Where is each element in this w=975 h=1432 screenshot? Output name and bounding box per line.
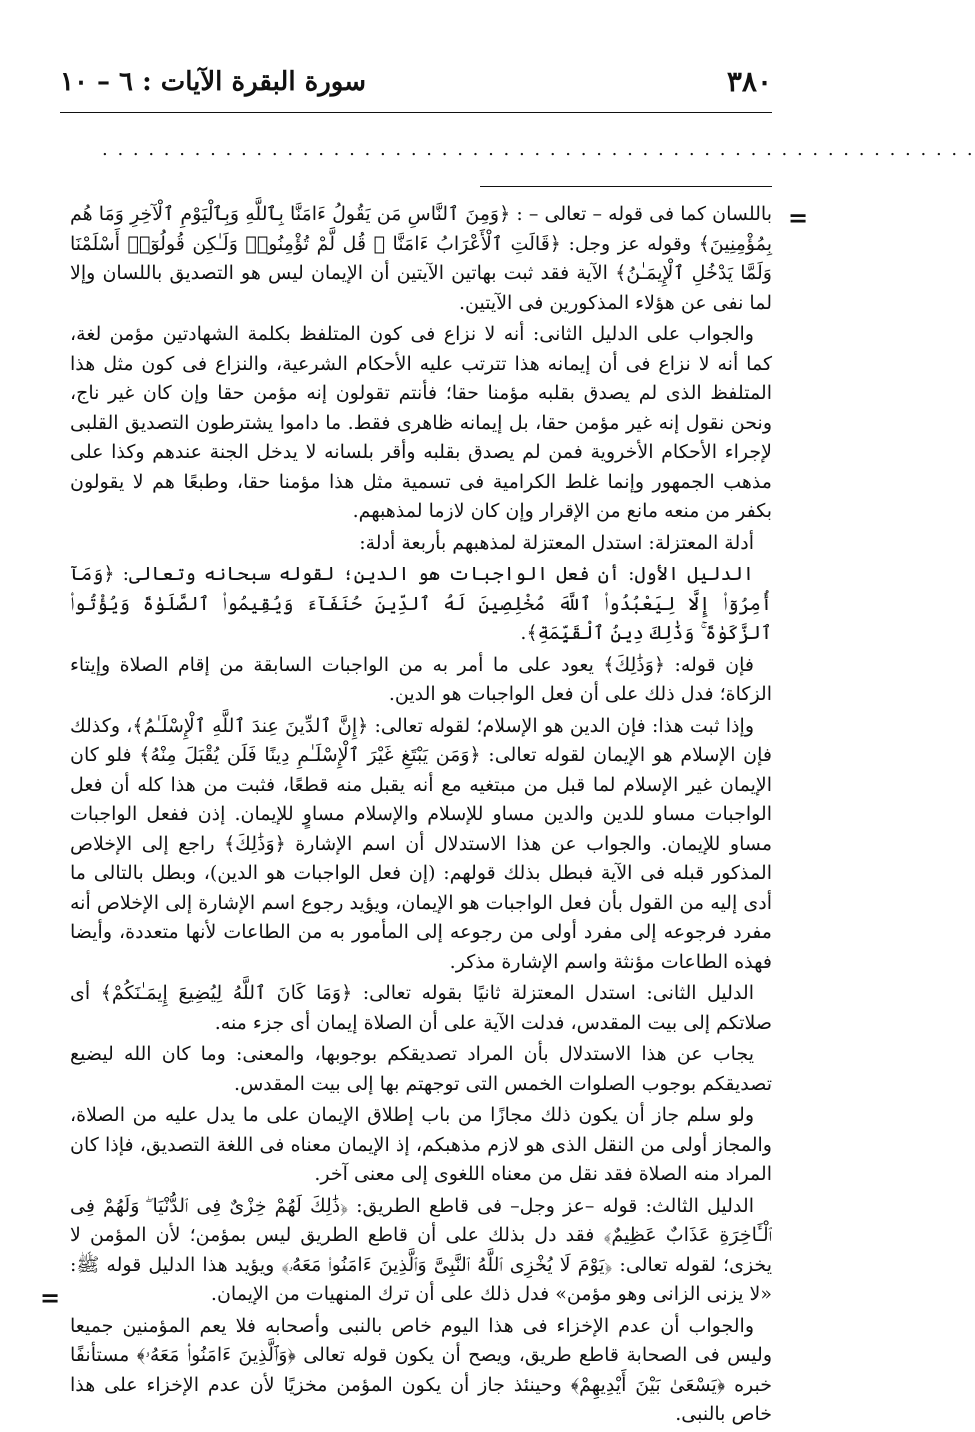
paragraph: ولو سلم جاز أن يكون ذلك مجازًا من باب إطلاق الإيمان على ما يدل عليه من الصلاة، والمجاز أولى من النقل الذى هو لازم مذهبكم، إذ الإيمان معناه فى اللغة التصديق، فإذا كان المراد منه الصلاة فقد نقل من معناه اللغوى إلى معنى آخر. [70, 1104, 772, 1185]
paragraph: والجواب أن عدم الإخزاء فى هذا اليوم خاص بالنبى وأصحابه فلا يعم المؤمنين جميعا وليس فى الصحابة قاطع طريق، ويصح أن يكون قوله تعالى ﴿وَٱلَّذِينَ ءَامَنُوا۟ مَعَهُۥ﴾ مستأنفًا خبره ﴿يَسْعَىٰ بَيْنَ أَيْدِيهِمْ﴾ وحينئذ جاز أن يكون المؤمن مخزيًا لأن عدم الإخزاء على هذا خاص بالنبى. [70, 1314, 772, 1425]
page-header [60, 62, 772, 102]
paragraph: والجواب على الدليل الثانى: أنه لا نزاع فى كون المتلفظ بكلمة الشهادتين مؤمن لغة، كما أنه لا نزاع فى أن إيمانه هذا تترتب عليه الأحكام الشرعية، والنزاع فى كون مثل هذا المتلفظ الذى لم يصدق بقلبه مؤمنا حقا؛ فأنتم تقولون إنه مؤمن حقا وإن كان غير ناج، ونحن نقول إنه غير مؤمن حقا، بل إيمانه ظاهرى فقط. ما داموا يشترطون التصديق القلبى لإجراء الأحكام الأخروية فمن لم يصدق بقلبه وأقر بلسانه لا يدخل الجنة عندهم وكذا على مذهب الجمهور وإنما غلط الكرامية فى تسمية مثل هذا مؤمنا حقا، وطبعًا هم لا يقولون بكفر من منعه مانع من الإقرار وإن كان لازما لمذهبهم. [70, 323, 772, 522]
paragraph: الدليل الأول: أن فعل الواجبات هو الدين؛ لقوله سبحانه وتعالى: ﴿وَمَآ أُمِرُوٓا۟ إِلَّا لِيَعْبُدُوا۟ ٱللَّهَ مُخْلِصِينَ لَهُ ٱلدِّينَ حُنَفَآءَ وَيُقِيمُوا۟ ٱلصَّلَوٰةَ وَيُؤْتُوا۟ ٱلزَّكَوٰةَ ۚ وَذَٰلِكَ دِينُ ٱلْقَيِّمَةِ﴾. [70, 563, 772, 644]
separator-dots: . . . . . . . . . . . . . . . . . . . . . . . . . . . . . . . . . . . . . . . . . . . . . . . . . . . . . . . . . [102, 139, 975, 160]
continuation-mark-top: = [788, 203, 809, 232]
header-rule [60, 112, 772, 113]
continuation-mark-bottom: = [40, 1283, 61, 1312]
paragraph: باللسان كما فى قوله – تعالى – : ﴿وَمِنَ ٱلنَّاسِ مَن يَقُولُ ءَامَنَّا بِٱللَّهِ وَبِٱلْيَوْمِ ٱلْآخِرِ وَمَا هُم بِمُؤْمِنِينَ﴾ وقوله عز وجل: ﴿قَالَتِ ٱلْأَعْرَابُ ءَامَنَّا ۖ قُل لَّمْ تُؤْمِنُوا۟ وَلَـٰكِن قُولُوٓا۟ أَسْلَمْنَا وَلَمَّا يَدْخُلِ ٱلْإِيمَـٰنُ﴾ الآية فقد ثبت بهاتين الآيتين أن الإيمان ليس هو التصديق باللسان وإلا لما نفى عن هؤلاء المذكورين فى الآيتين. [70, 203, 772, 314]
running-title: سورة البقرة الآيات : ٦ – ١٠ [60, 67, 367, 97]
paragraph: يجاب عن هذا الاستدلال بأن المراد تصديقكم بوجوبها، والمعنى: وما كان الله ليضيع تصديقكم بوجوب الصلوات الخمس التى توجهتم بها إلى بيت المقدس. [70, 1043, 772, 1095]
continuation-rule [480, 186, 772, 187]
paragraph: الدليل الثانى: استدل المعتزلة ثانيًا بقوله تعالى: ﴿وَمَا كَانَ ٱللَّهُ لِيُضِيعَ إِيمَـٰنَكُمْ﴾ أى صلاتكم إلى بيت المقدس، فدلت الآية على أن الصلاة إيمان أى جزء منه. [70, 982, 772, 1034]
paragraph: وإذا ثبت هذا: فإن الدين هو الإسلام؛ لقوله تعالى: ﴿إِنَّ ٱلدِّينَ عِندَ ٱللَّهِ ٱلْإِسْلَـٰمُ﴾، وكذلك فإن الإسلام هو الإيمان لقوله تعالى: ﴿وَمَن يَبْتَغِ غَيْرَ ٱلْإِسْلَـٰمِ دِينًا فَلَن يُقْبَلَ مِنْهُ﴾ فلو كان الإيمان غير الإسلام لما قبل من مبتغيه مع أنه يقبل منه قطعًا، فثبت من هذا كله أن فعل الواجبات مساو للدين والدين مساو للإسلام والإسلام مساوٍ للإيمان. إذن ففعل الواجبات مساو للإيمان. والجواب عن هذا الاستدلال أن اسم الإشارة ﴿وَذَٰلِكَ﴾ راجع إلى الإخلاص المذكور قبله فى الآية فبطل بذلك قولهم: (إن فعل الواجبات هو الدين)، وبطل بالتالى ما أدى إليه من القول بأن فعل الواجبات هو الإيمان، ويؤيد رجوع اسم الإشارة إلى الإخلاص أنه مفرد فرجوعه إلى مفرد أولى من رجوعه إلى المأمور به من الطاعات لأنها متعددة، وأيضا فهذه الطاعات مؤنثة واسم الإشارة مذكر. [70, 714, 772, 973]
paragraph: فإن قوله: ﴿وَذَٰلِكَ﴾ يعود على ما أمر به من الواجبات السابقة من إقام الصلاة وإيتاء الزكاة؛ فدل ذلك على أن فعل الواجبات هو الدين. [70, 653, 772, 705]
section-heading: أدلة المعتزلة: استدل المعتزلة لمذهبهم بأربعة أدلة: [359, 531, 754, 554]
page-number: ٣٨٠ [726, 65, 772, 98]
main-text [70, 200, 772, 1432]
paragraph: الدليل الثالث: قوله –عز وجل– فى قاطع الطريق: ﴿ذَٰلِكَ لَهُمْ خِزْىٌ فِى ٱلدُّنْيَا ۖ وَلَهُمْ فِى ٱلْـَٔاخِرَةِ عَذَابٌ عَظِيمٌ﴾ فقد دل بذلك على أن قاطع الطريق ليس بمؤمن؛ لأن المؤمن لا يخزى؛ لقوله تعالى: ﴿يَوْمَ لَا يُخْزِى ٱللَّهُ ٱلنَّبِىَّ وَٱلَّذِينَ ءَامَنُوا۟ مَعَهُۥ﴾ ويؤيد هذا الدليل قوله ﷺ: «لا يزنى الزانى وهو مؤمن» فدل ذلك على أن ترك المنهيات من الإيمان. [70, 1194, 772, 1305]
